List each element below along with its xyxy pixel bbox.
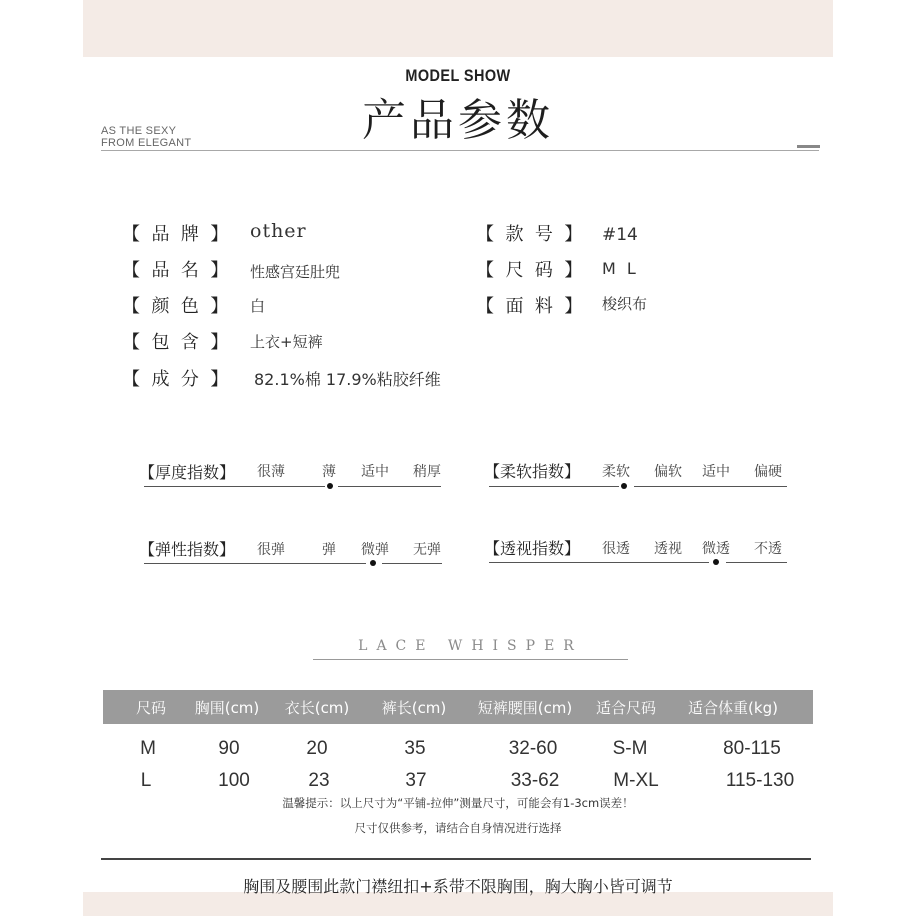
spec-brand-label: 【 品 牌 】 <box>122 224 229 245</box>
table-cell: M <box>140 738 156 759</box>
spec-includes-value: 上衣+短裤 <box>250 333 323 351</box>
table-cell: S-M <box>612 738 648 759</box>
elasticity-option-1: 很弹 <box>257 542 285 558</box>
sheerness-scale-line-right <box>726 562 787 563</box>
footer-divider <box>101 858 811 860</box>
sheerness-option-2: 透视 <box>654 541 682 557</box>
sheerness-option-3: 微透 <box>702 541 730 557</box>
lace-whisper-title: LACE WHISPER <box>358 638 583 654</box>
thickness-scale-marker <box>327 483 333 489</box>
spec-style-no-label: 【 款 号 】 <box>476 224 583 245</box>
col-header-shorts-waist: 短裤腰围(cm) <box>477 699 573 717</box>
spec-brand-value: other <box>250 220 307 242</box>
spec-size-value: M L <box>602 259 639 278</box>
table-cell: 115-130 <box>725 770 795 791</box>
col-header-fit-size: 适合尺码 <box>595 699 657 717</box>
spec-name-value: 性感宫廷肚兜 <box>250 263 341 281</box>
table-cell: L <box>140 770 152 791</box>
thickness-scale-title: 【厚度指数】 <box>139 463 236 482</box>
table-cell: 35 <box>404 738 426 759</box>
thickness-option-4: 稍厚 <box>413 464 441 480</box>
softness-option-3: 适中 <box>702 464 730 480</box>
spec-composition-value: 82.1%棉 17.9%粘胶纤维 <box>254 370 441 389</box>
page-title: 产品参数 <box>362 95 554 146</box>
elasticity-option-2: 弹 <box>322 542 336 558</box>
elasticity-scale-line-left <box>144 563 366 564</box>
col-header-size: 尺码 <box>135 699 167 717</box>
table-cell: 90 <box>218 738 240 759</box>
spec-includes-label: 【 包 含 】 <box>122 332 229 353</box>
spec-composition-label: 【 成 分 】 <box>122 369 229 390</box>
table-cell: 100 <box>218 770 250 791</box>
sheerness-scale-title: 【透视指数】 <box>484 539 581 558</box>
col-header-fit-weight: 适合体重(kg) <box>688 699 778 717</box>
thickness-option-2: 薄 <box>322 464 336 480</box>
sheerness-scale-marker <box>713 559 719 565</box>
spec-style-no-value: #14 <box>602 225 638 245</box>
elasticity-scale-marker <box>370 560 376 566</box>
sheerness-scale-line-left <box>489 562 709 563</box>
softness-option-1: 柔软 <box>602 464 630 480</box>
softness-option-4: 偏硬 <box>754 464 782 480</box>
elasticity-scale-line-right <box>382 563 442 564</box>
tagline-line-1: AS THE SEXY <box>101 125 177 137</box>
spec-color-label: 【 颜 色 】 <box>122 296 229 317</box>
header-accent-bar <box>797 145 820 148</box>
sheerness-option-4: 不透 <box>754 541 782 557</box>
softness-option-2: 偏软 <box>654 464 682 480</box>
top-bleed <box>83 0 833 57</box>
table-cell: 33-62 <box>510 770 560 791</box>
footer-note: 胸围及腰围此款门襟纽扣+系带不限胸围，胸大胸小皆可调节 <box>243 877 673 896</box>
tagline <box>101 125 191 149</box>
table-cell: 32-60 <box>508 738 558 759</box>
elasticity-scale-title: 【弹性指数】 <box>139 540 236 559</box>
spec-fabric-label: 【 面 料 】 <box>476 296 583 317</box>
table-cell: 23 <box>308 770 330 791</box>
header-divider <box>101 150 819 151</box>
thickness-scale-line-right <box>338 486 441 487</box>
thickness-scale-line-left <box>144 486 325 487</box>
tagline-line-2: FROM ELEGANT <box>101 137 192 149</box>
spec-fabric-value: 梭织布 <box>602 295 648 313</box>
table-cell: 37 <box>405 770 427 791</box>
sheerness-option-1: 很透 <box>602 541 630 557</box>
table-cell: 80-115 <box>723 738 781 759</box>
spec-size-label: 【 尺 码 】 <box>476 260 583 281</box>
spec-name-label: 【 品 名 】 <box>122 260 229 281</box>
elasticity-option-3: 微弹 <box>361 542 389 558</box>
lace-whisper-underline <box>313 659 628 660</box>
eyebrow-title: MODEL SHOW <box>405 66 511 85</box>
size-reference-note: 尺寸仅供参考，请结合自身情况进行选择 <box>354 821 562 835</box>
col-header-top-length: 衣长(cm) <box>284 699 350 717</box>
softness-scale-title: 【柔软指数】 <box>484 462 581 481</box>
table-cell: 20 <box>306 738 328 759</box>
elasticity-option-4: 无弹 <box>413 542 441 558</box>
spec-color-value: 白 <box>250 297 266 315</box>
col-header-bust: 胸围(cm) <box>194 699 260 717</box>
thickness-option-3: 适中 <box>361 464 389 480</box>
measurement-tip: 温馨提示：以上尺寸为“平铺-拉伸”测量尺寸，可能会有1-3cm误差！ <box>282 796 634 810</box>
softness-scale-line-right <box>634 486 787 487</box>
col-header-pants-length: 裤长(cm) <box>381 699 447 717</box>
softness-scale-line-left <box>489 486 619 487</box>
table-cell: M-XL <box>613 770 659 791</box>
thickness-option-1: 很薄 <box>257 464 285 480</box>
softness-scale-marker <box>621 483 627 489</box>
